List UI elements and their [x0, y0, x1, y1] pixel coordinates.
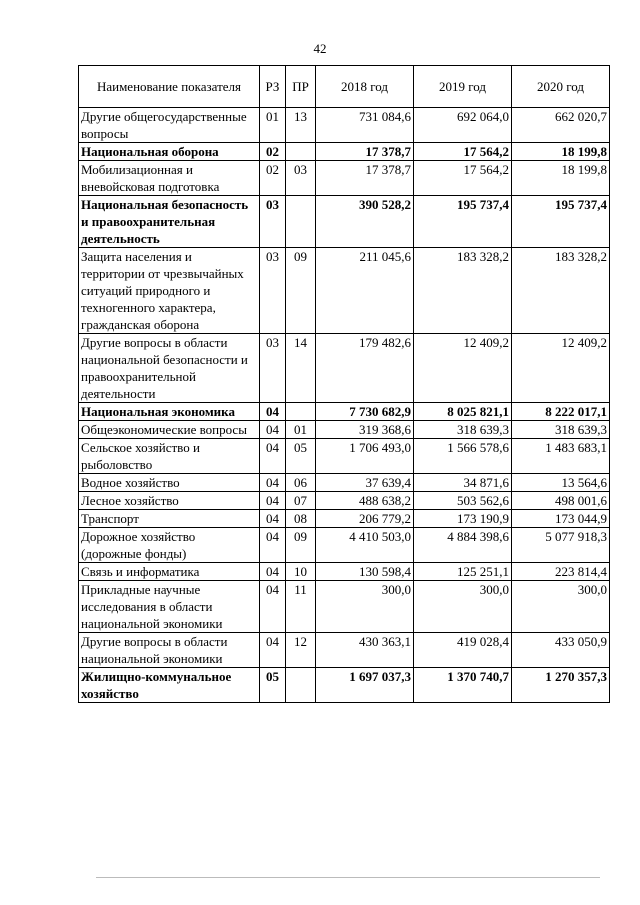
page-number: 42	[313, 41, 327, 56]
column-header-pr: ПР	[286, 66, 316, 108]
row-pr-cell: 07	[286, 492, 316, 510]
table-row	[79, 421, 610, 439]
row-2018-cell: 1 706 493,0	[316, 439, 414, 474]
row-pr-cell: 11	[286, 581, 316, 633]
table-row	[79, 248, 610, 334]
row-pr-cell: 12	[286, 633, 316, 668]
table-row	[79, 668, 610, 703]
row-rz-cell: 03	[260, 334, 286, 403]
row-2018-cell: 1 697 037,3	[316, 668, 414, 703]
row-2019-cell: 692 064,0	[414, 108, 512, 143]
row-rz-cell: 05	[260, 668, 286, 703]
row-2020-cell: 498 001,6	[512, 492, 610, 510]
row-name-cell: Лесное хозяйство	[79, 492, 260, 510]
row-pr-cell: 01	[286, 421, 316, 439]
row-rz-cell: 04	[260, 439, 286, 474]
row-2018-cell: 319 368,6	[316, 421, 414, 439]
row-name-cell: Общеэкономические вопросы	[79, 421, 260, 439]
row-rz-cell: 04	[260, 403, 286, 421]
page-bottom-rule	[96, 877, 600, 878]
row-name-cell: Другие вопросы в области национальной экономики	[79, 633, 260, 668]
row-2020-cell: 318 639,3	[512, 421, 610, 439]
row-2018-cell: 488 638,2	[316, 492, 414, 510]
row-2020-cell: 1 270 357,3	[512, 668, 610, 703]
table-row	[79, 403, 610, 421]
row-pr-cell	[286, 668, 316, 703]
row-2020-cell: 300,0	[512, 581, 610, 633]
row-rz-cell: 04	[260, 492, 286, 510]
row-2020-cell: 18 199,8	[512, 143, 610, 161]
row-2020-cell: 662 020,7	[512, 108, 610, 143]
row-2019-cell: 318 639,3	[414, 421, 512, 439]
row-rz-cell: 04	[260, 421, 286, 439]
row-2020-cell: 8 222 017,1	[512, 403, 610, 421]
row-2019-cell: 1 370 740,7	[414, 668, 512, 703]
table-row	[79, 474, 610, 492]
row-name-cell: Мобилизационная и вневойсковая подготовка	[79, 161, 260, 196]
row-2020-cell: 223 814,4	[512, 563, 610, 581]
table-row	[79, 108, 610, 143]
row-name-cell: Национальная безопасность и правоохранительная деятельность	[79, 196, 260, 248]
row-rz-cell: 04	[260, 633, 286, 668]
row-2020-cell: 1 483 683,1	[512, 439, 610, 474]
table-row	[79, 334, 610, 403]
table-row	[79, 510, 610, 528]
row-2018-cell: 430 363,1	[316, 633, 414, 668]
row-2019-cell: 125 251,1	[414, 563, 512, 581]
row-2020-cell: 5 077 918,3	[512, 528, 610, 563]
row-name-cell: Национальная оборона	[79, 143, 260, 161]
row-2018-cell: 17 378,7	[316, 143, 414, 161]
row-2020-cell: 433 050,9	[512, 633, 610, 668]
row-2020-cell: 18 199,8	[512, 161, 610, 196]
row-2018-cell: 390 528,2	[316, 196, 414, 248]
row-rz-cell: 03	[260, 196, 286, 248]
row-2019-cell: 173 190,9	[414, 510, 512, 528]
row-pr-cell: 03	[286, 161, 316, 196]
row-name-cell: Другие вопросы в области национальной безопасности и правоохранительной деятельности	[79, 334, 260, 403]
column-header-rz: РЗ	[260, 66, 286, 108]
table-row	[79, 492, 610, 510]
row-2018-cell: 731 084,6	[316, 108, 414, 143]
row-name-cell: Жилищно-коммунальное хозяйство	[79, 668, 260, 703]
row-rz-cell: 04	[260, 510, 286, 528]
row-2018-cell: 206 779,2	[316, 510, 414, 528]
row-2018-cell: 300,0	[316, 581, 414, 633]
row-pr-cell: 06	[286, 474, 316, 492]
row-pr-cell: 08	[286, 510, 316, 528]
column-header-2020: 2020 год	[512, 66, 610, 108]
row-pr-cell	[286, 143, 316, 161]
row-name-cell: Защита населения и территории от чрезвычайных ситуаций природного и техногенного характера, гражданская оборона	[79, 248, 260, 334]
row-2018-cell: 17 378,7	[316, 161, 414, 196]
row-2019-cell: 12 409,2	[414, 334, 512, 403]
table-row	[79, 563, 610, 581]
row-2018-cell: 4 410 503,0	[316, 528, 414, 563]
row-name-cell: Национальная экономика	[79, 403, 260, 421]
row-2018-cell: 7 730 682,9	[316, 403, 414, 421]
row-2019-cell: 17 564,2	[414, 161, 512, 196]
budget-table	[78, 65, 610, 703]
table-row	[79, 196, 610, 248]
column-header-2018: 2018 год	[316, 66, 414, 108]
row-pr-cell: 10	[286, 563, 316, 581]
row-2019-cell: 4 884 398,6	[414, 528, 512, 563]
table-row	[79, 528, 610, 563]
table-body	[79, 108, 610, 703]
row-rz-cell: 04	[260, 528, 286, 563]
table-row	[79, 633, 610, 668]
row-name-cell: Дорожное хозяйство (дорожные фонды)	[79, 528, 260, 563]
row-2019-cell: 1 566 578,6	[414, 439, 512, 474]
row-name-cell: Связь и информатика	[79, 563, 260, 581]
row-2019-cell: 34 871,6	[414, 474, 512, 492]
row-2019-cell: 17 564,2	[414, 143, 512, 161]
row-name-cell: Сельское хозяйство и рыболовство	[79, 439, 260, 474]
row-2018-cell: 179 482,6	[316, 334, 414, 403]
row-pr-cell: 09	[286, 248, 316, 334]
table-row	[79, 161, 610, 196]
row-rz-cell: 04	[260, 474, 286, 492]
table-row	[79, 581, 610, 633]
row-name-cell: Водное хозяйство	[79, 474, 260, 492]
row-name-cell: Транспорт	[79, 510, 260, 528]
row-2019-cell: 195 737,4	[414, 196, 512, 248]
row-2018-cell: 130 598,4	[316, 563, 414, 581]
row-pr-cell: 05	[286, 439, 316, 474]
row-2019-cell: 300,0	[414, 581, 512, 633]
row-2020-cell: 13 564,6	[512, 474, 610, 492]
row-2018-cell: 211 045,6	[316, 248, 414, 334]
row-pr-cell: 13	[286, 108, 316, 143]
table-row	[79, 143, 610, 161]
row-name-cell: Прикладные научные исследования в области национальной экономики	[79, 581, 260, 633]
row-pr-cell: 09	[286, 528, 316, 563]
row-2019-cell: 419 028,4	[414, 633, 512, 668]
row-rz-cell: 02	[260, 161, 286, 196]
row-pr-cell	[286, 403, 316, 421]
row-2019-cell: 503 562,6	[414, 492, 512, 510]
row-2019-cell: 183 328,2	[414, 248, 512, 334]
row-rz-cell: 02	[260, 143, 286, 161]
row-2019-cell: 8 025 821,1	[414, 403, 512, 421]
column-header-2019: 2019 год	[414, 66, 512, 108]
row-2020-cell: 12 409,2	[512, 334, 610, 403]
row-pr-cell	[286, 196, 316, 248]
row-rz-cell: 03	[260, 248, 286, 334]
row-rz-cell: 04	[260, 563, 286, 581]
row-2020-cell: 183 328,2	[512, 248, 610, 334]
column-header-name: Наименование показателя	[79, 66, 260, 108]
row-2020-cell: 173 044,9	[512, 510, 610, 528]
row-pr-cell: 14	[286, 334, 316, 403]
row-name-cell: Другие общегосударственные вопросы	[79, 108, 260, 143]
row-rz-cell: 01	[260, 108, 286, 143]
table-row	[79, 439, 610, 474]
table-header	[79, 66, 610, 108]
row-2018-cell: 37 639,4	[316, 474, 414, 492]
row-2020-cell: 195 737,4	[512, 196, 610, 248]
row-rz-cell: 04	[260, 581, 286, 633]
